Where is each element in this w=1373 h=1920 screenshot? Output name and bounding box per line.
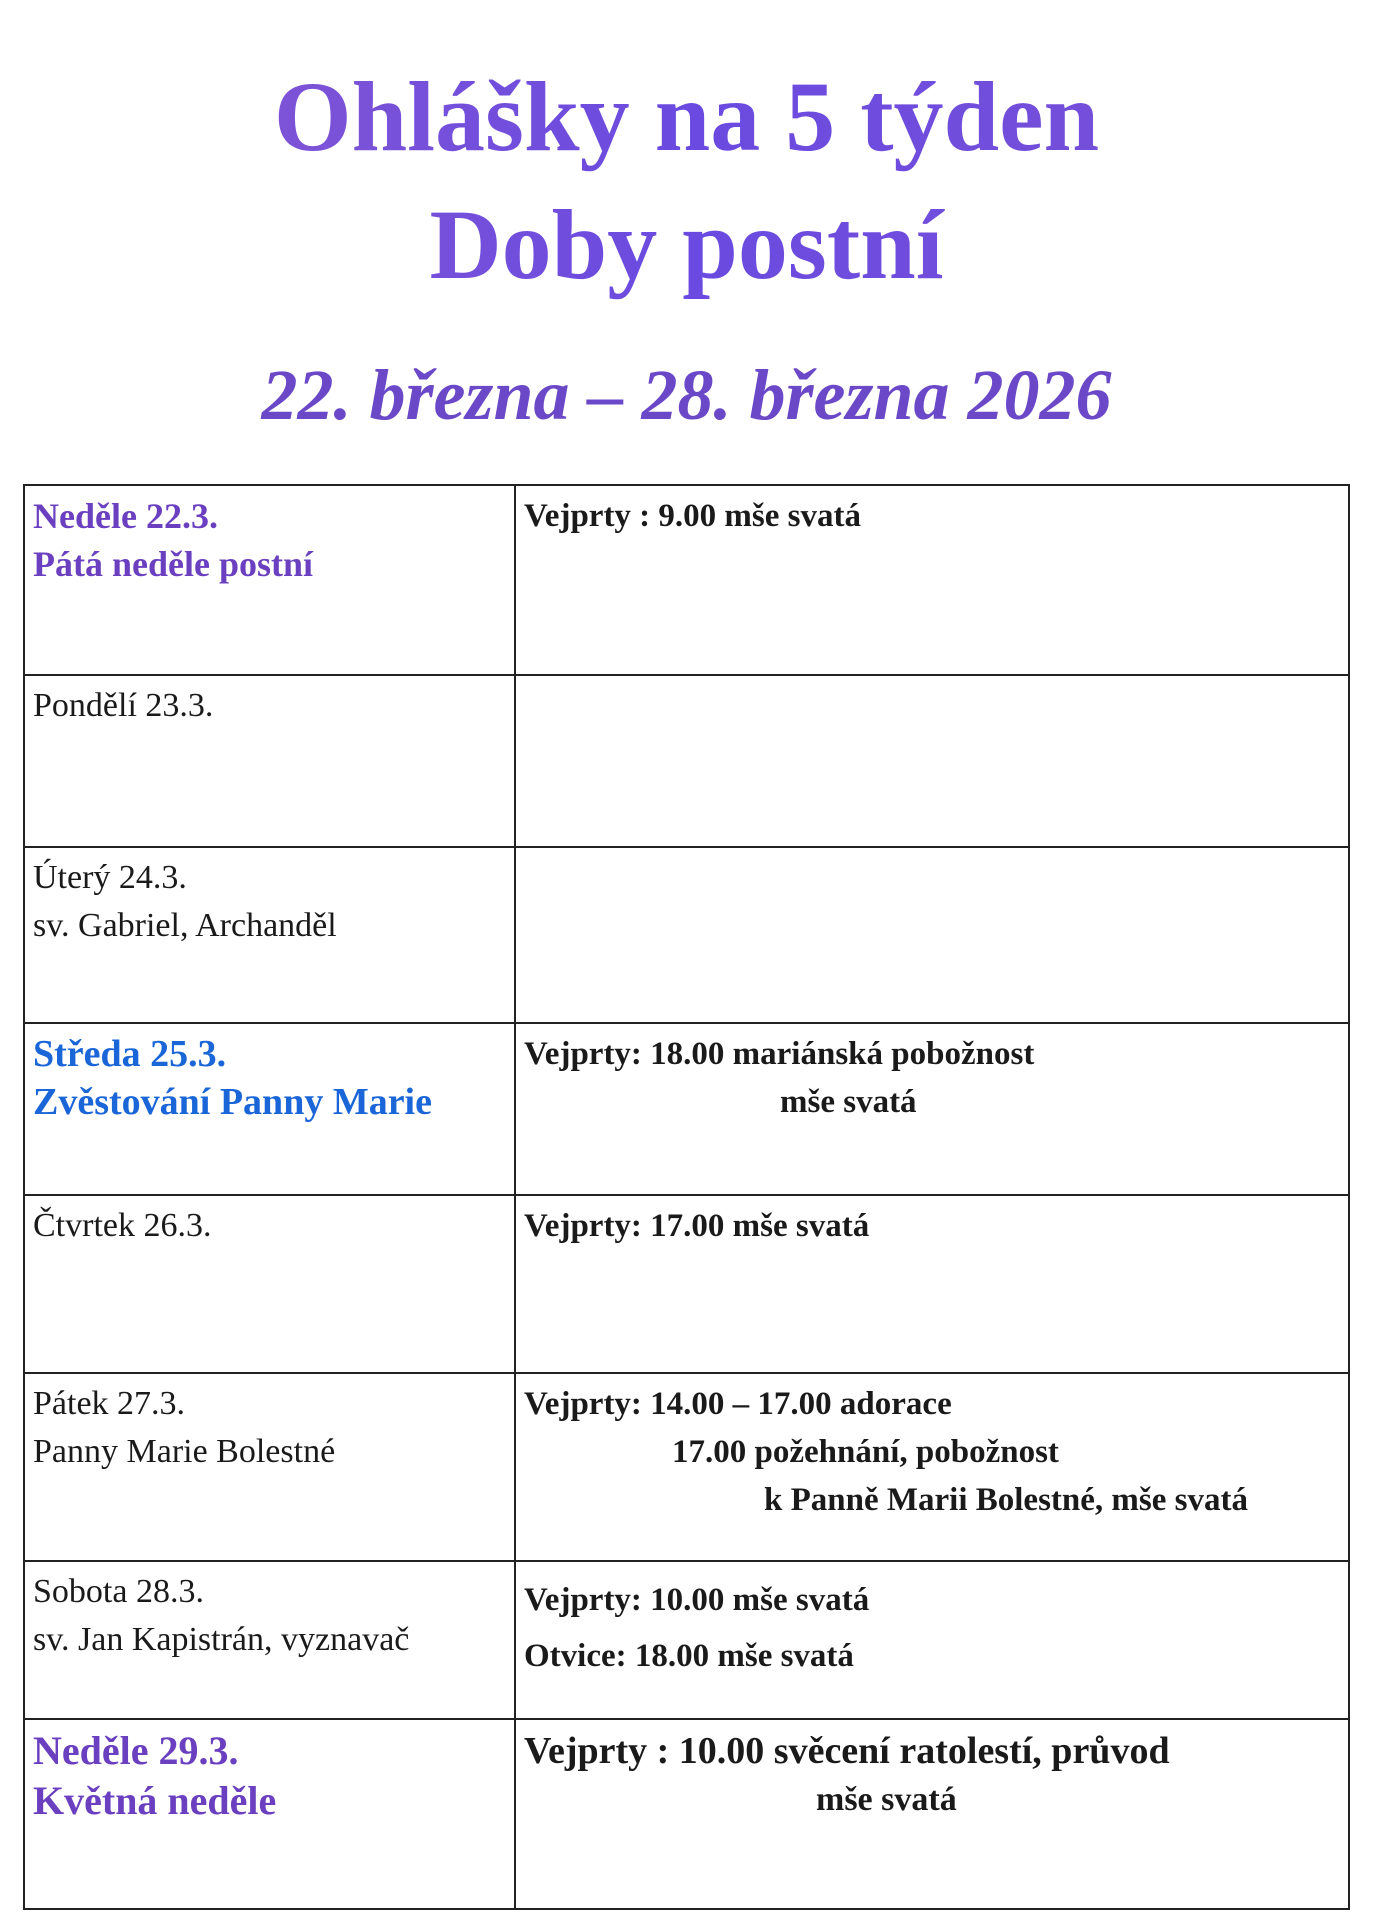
day-cell xyxy=(24,1195,515,1373)
schedule-table xyxy=(23,484,1350,1910)
day-cell xyxy=(24,1561,515,1719)
title-line-1: Ohlášky na 5 týden xyxy=(0,62,1373,172)
day-label: Neděle 22.3. xyxy=(33,496,218,536)
day-label: Pátek 27.3. xyxy=(33,1385,186,1422)
day-cell xyxy=(24,847,515,1023)
day-cell xyxy=(24,675,515,847)
table-row-sunday-22 xyxy=(24,485,1349,675)
feast-label: Pátá neděle postní xyxy=(33,544,314,584)
table-row-saturday-28 xyxy=(24,1561,1349,1719)
feast-label: Zvěstování Panny Marie xyxy=(33,1081,432,1123)
event-line: Vejprty: 10.00 mše svatá xyxy=(524,1582,870,1618)
feast-label: sv. Jan Kapistrán, vyznavač xyxy=(33,1621,410,1658)
events-cell xyxy=(515,1023,1349,1195)
table-row-sunday-29 xyxy=(24,1719,1349,1909)
table-row-friday-27 xyxy=(24,1373,1349,1561)
event-line: Otvice: 18.00 mše svatá xyxy=(524,1638,854,1674)
title-line-2: Doby postní xyxy=(0,190,1373,300)
table-row-thursday-26 xyxy=(24,1195,1349,1373)
event-line: 17.00 požehnání, pobožnost xyxy=(672,1434,1059,1470)
events-cell xyxy=(515,675,1349,847)
event-line: Vejprty: 14.00 – 17.00 adorace xyxy=(524,1386,952,1422)
table-row-monday-23 xyxy=(24,675,1349,847)
day-cell xyxy=(24,1023,515,1195)
events-cell xyxy=(515,1195,1349,1373)
day-label: Úterý 24.3. xyxy=(33,859,187,896)
feast-label: Květná neděle xyxy=(33,1778,277,1823)
event-line: Vejprty: 17.00 mše svatá xyxy=(524,1208,870,1244)
day-cell xyxy=(24,1719,515,1909)
event-line: Vejprty : 10.00 svěcení ratolestí, průvod xyxy=(524,1730,1170,1772)
day-label: Čtvrtek 26.3. xyxy=(33,1207,212,1244)
day-label: Pondělí 23.3. xyxy=(33,687,214,724)
day-label: Neděle 29.3. xyxy=(33,1728,239,1773)
table-row-wednesday-25 xyxy=(24,1023,1349,1195)
day-label: Sobota 28.3. xyxy=(33,1573,204,1610)
events-cell xyxy=(515,1373,1349,1561)
table-row-tuesday-24 xyxy=(24,847,1349,1023)
day-label: Středa 25.3. xyxy=(33,1033,227,1075)
feast-label: Panny Marie Bolestné xyxy=(33,1433,336,1470)
event-line: mše svatá xyxy=(816,1781,957,1818)
event-line: Vejprty : 9.00 mše svatá xyxy=(524,498,861,534)
day-cell xyxy=(24,485,515,675)
date-range: 22. března – 28. března 2026 xyxy=(261,355,1112,435)
events-cell xyxy=(515,1561,1349,1719)
event-line: mše svatá xyxy=(780,1084,917,1120)
events-cell xyxy=(515,1719,1349,1909)
events-cell xyxy=(515,847,1349,1023)
events-cell xyxy=(515,485,1349,675)
day-cell xyxy=(24,1373,515,1561)
feast-label: sv. Gabriel, Archanděl xyxy=(33,907,337,944)
event-line: k Panně Marii Bolestné, mše svatá xyxy=(764,1482,1248,1518)
event-line: Vejprty: 18.00 mariánská pobožnost xyxy=(524,1036,1035,1072)
